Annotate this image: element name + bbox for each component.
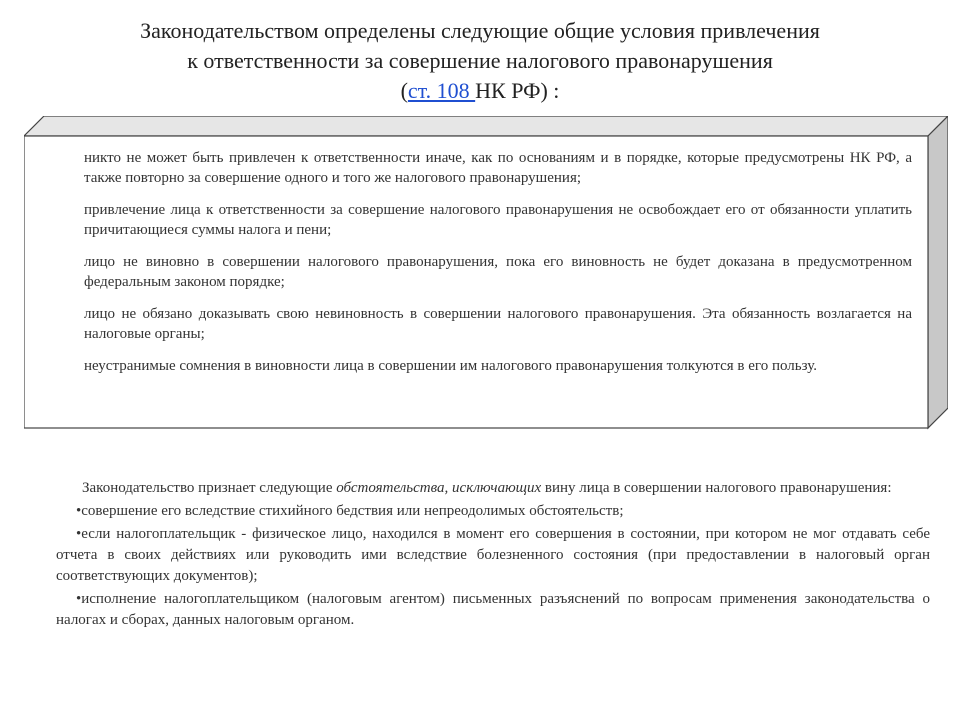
exclusion-bullet: •исполнение налогоплательщиком (налоговым агентом) письменных разъяснений по вопросам применения законодательства о налогах и сборах, данных налоговым органом.	[56, 591, 930, 628]
intro-text: Законодательство признает следующие	[82, 480, 337, 496]
title-line-2: к ответственности за совершение налогового правонарушения	[187, 48, 773, 73]
slide-title	[40, 16, 920, 106]
intro-text-end: вину лица в совершении налогового правонарушения:	[541, 480, 892, 496]
exclusions-intro	[56, 478, 930, 499]
box-side-face	[928, 116, 948, 428]
exclusion-bullet: •если налогоплательщик - физическое лицо, находился в момент его совершения в состоянии, при котором не мог отдавать себе отчета в своих действиях или руководить ими вследствие болезненного состояния (при предоставлении в налоговый орган соответствующих документов);	[56, 526, 930, 584]
condition-item: лицо не виновно в совершении налогового правонарушения, пока его виновность не будет доказана в предусмотренном федеральным законом порядке;	[84, 254, 912, 290]
exclusions-section	[56, 478, 930, 633]
condition-item: никто не может быть привлечен к ответственности иначе, как по основаниям и в порядке, которые предусмотрены НК РФ, а также повторно за совершение одного и того же налогового правонарушения;	[84, 150, 912, 186]
condition-item: лицо не обязано доказывать свою невиновность в совершении налогового правонарушения. Эта обязанность возлагается на налоговые органы;	[84, 306, 912, 342]
intro-emphasis: обстоятельства, исключающих	[336, 480, 542, 496]
title-line-1: Законодательством определены следующие общие условия привлечения	[140, 18, 820, 43]
condition-item: привлечение лица к ответственности за совершение налогового правонарушения не освобождает его от обязанности уплатить причитающиеся суммы налога и пени;	[84, 202, 912, 238]
title-paren-open: (	[400, 78, 408, 103]
box-top-face	[24, 116, 948, 136]
condition-item: неустранимые сомнения в виновности лица в совершении им налогового правонарушения толкуются в его пользу.	[84, 358, 817, 374]
title-line-3	[40, 76, 920, 106]
conditions-list	[84, 148, 912, 388]
title-suffix: НК РФ) :	[475, 78, 560, 103]
article-108-link[interactable]: ст. 108	[407, 78, 476, 103]
exclusion-bullet: •совершение его вследствие стихийного бедствия или непреодолимых обстоятельств;	[76, 503, 624, 519]
